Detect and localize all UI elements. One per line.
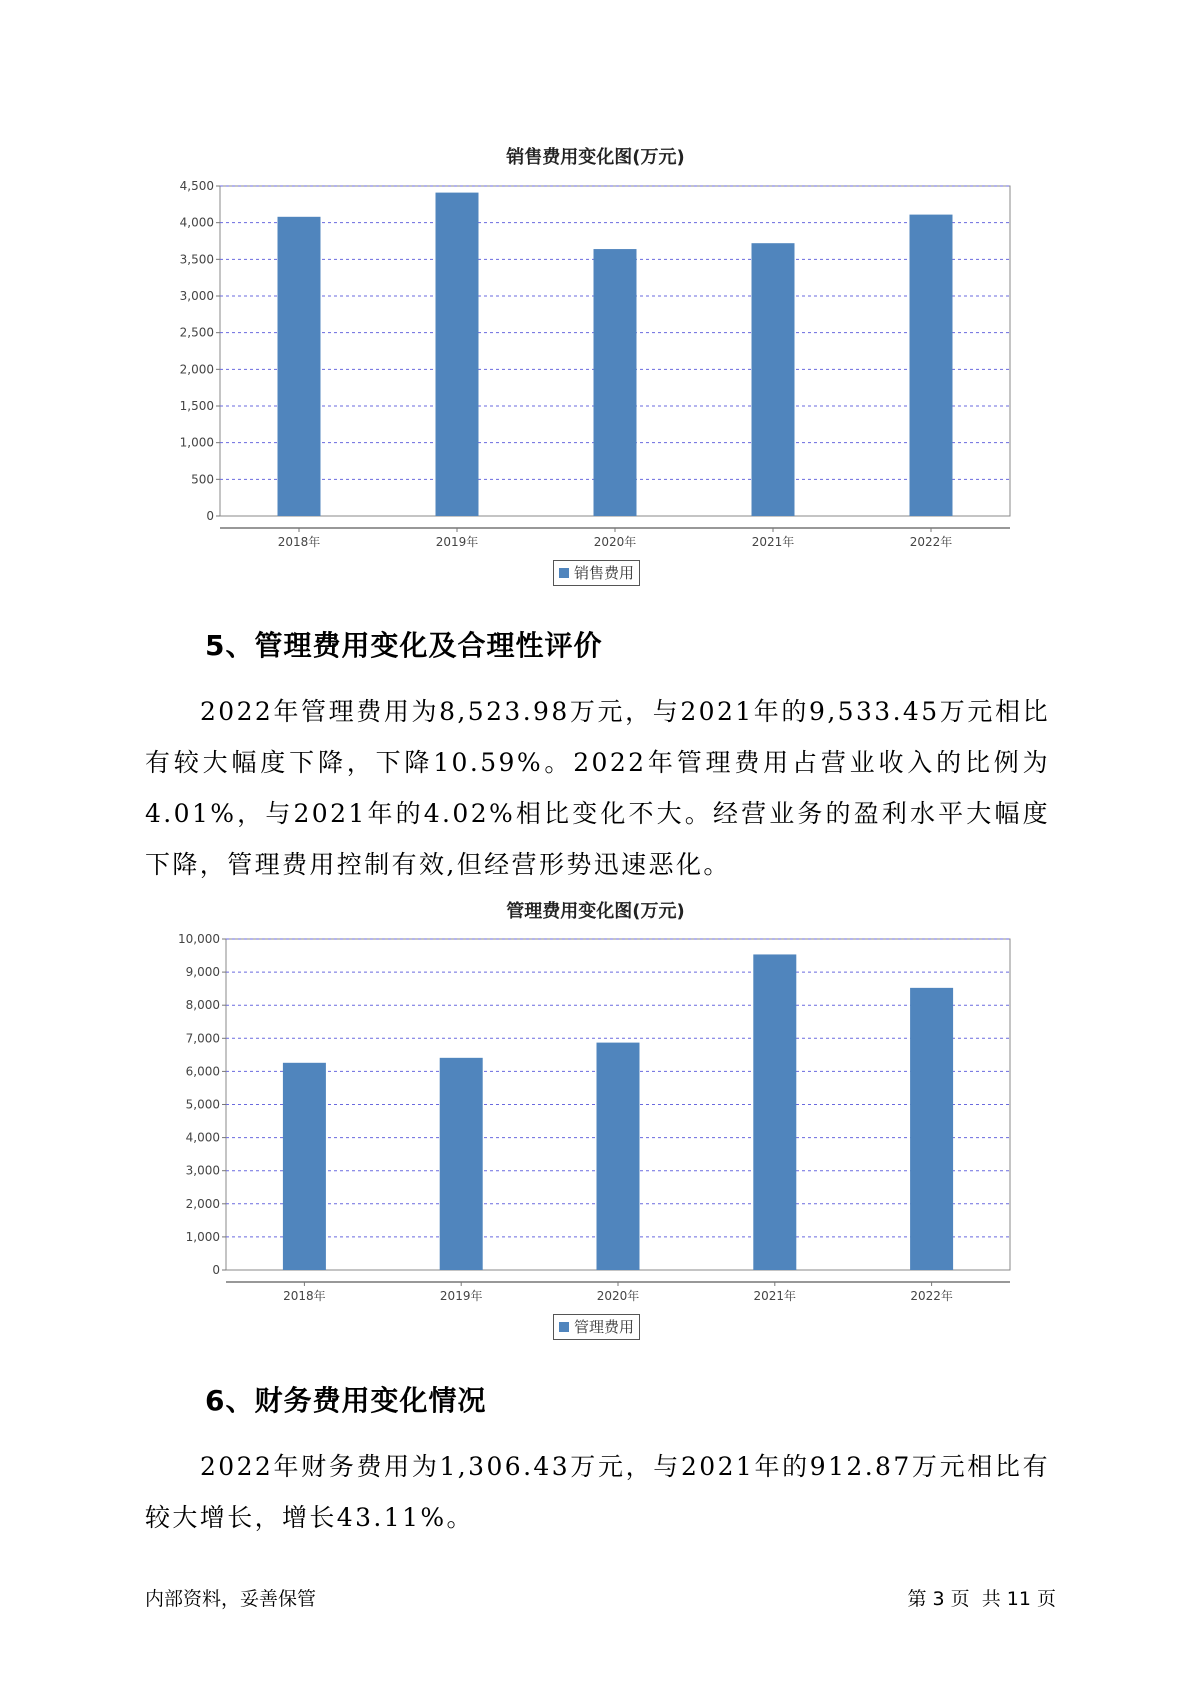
x-tick-label: 2019年 [435, 535, 479, 549]
y-tick-label: 3,500 [179, 252, 214, 267]
bar-2018年 [283, 1063, 326, 1270]
x-tick-label: 2020年 [593, 535, 637, 549]
x-tick-label: 2022年 [910, 1289, 953, 1303]
footer-confidential: 内部资料，妥善保管 [145, 1588, 317, 1610]
x-tick-label: 2022年 [909, 535, 953, 549]
legend-swatch [559, 1322, 569, 1332]
y-tick-label: 2,500 [179, 325, 214, 340]
x-tick-label: 2020年 [596, 1289, 640, 1303]
y-tick-label: 10,000 [178, 932, 220, 946]
bar-2020年 [597, 1043, 640, 1270]
section-paragraph-5: 2022年管理费用为8,523.98万元，与2021年的9,533.45万元相比有较大幅度下降，下降10.59%。2022年管理费用占营业收入的比例为4.01%，与2021年的4.02%相比变化不大。经营业务的盈利水平大幅度下降，管理费用控制有效,但经营形势迅速恶化。 [145, 697, 1050, 879]
y-tick-label: 1,500 [179, 399, 214, 413]
y-tick-label: 6,000 [185, 1064, 220, 1079]
y-tick-label: 4,000 [179, 215, 214, 230]
y-tick-label: 2,000 [185, 1196, 220, 1211]
x-tick-label: 2018年 [277, 535, 321, 549]
section-heading-6: 6、财务费用变化情况 [205, 1384, 487, 1417]
chart-title-sales: 销售费用变化图(万元) [506, 147, 685, 168]
y-tick-label: 3,000 [185, 1163, 220, 1178]
y-tick-label: 2,000 [179, 362, 214, 377]
legend-label: 销售费用 [574, 564, 635, 582]
y-tick-label: 3,000 [179, 289, 214, 303]
x-tick-label: 2021年 [751, 535, 795, 549]
bar-2019年 [440, 1058, 483, 1270]
y-tick-label: 0 [212, 1263, 220, 1277]
x-tick-label: 2018年 [283, 1289, 326, 1303]
y-tick-label: 5,000 [185, 1097, 220, 1112]
chart-title-admin: 管理费用变化图(万元) [506, 901, 685, 922]
y-tick-label: 8,000 [185, 998, 220, 1013]
y-tick-label: 500 [191, 472, 214, 487]
y-tick-label: 4,000 [185, 1130, 220, 1145]
bar-2022年 [910, 988, 953, 1270]
x-tick-label: 2019年 [439, 1289, 483, 1303]
y-tick-label: 1,000 [179, 435, 214, 450]
footer-page-number: 第 3 页 共 11 页 [907, 1588, 1056, 1610]
bar-2021年 [753, 954, 796, 1270]
y-tick-label: 1,000 [185, 1229, 220, 1244]
legend-label: 管理费用 [574, 1318, 635, 1336]
y-tick-label: 7,000 [185, 1031, 220, 1046]
section-paragraph-6: 2022年财务费用为1,306.43万元，与2021年的912.87万元相比有较大增长，增长43.11%。 [145, 1452, 1050, 1532]
y-tick-label: 0 [206, 509, 214, 523]
y-tick-label: 9,000 [185, 965, 220, 980]
x-tick-label: 2021年 [753, 1289, 797, 1303]
chart-legend-admin [553, 1314, 640, 1340]
y-tick-label: 4,500 [179, 179, 214, 193]
section-heading-5: 5、管理费用变化及合理性评价 [205, 629, 603, 662]
